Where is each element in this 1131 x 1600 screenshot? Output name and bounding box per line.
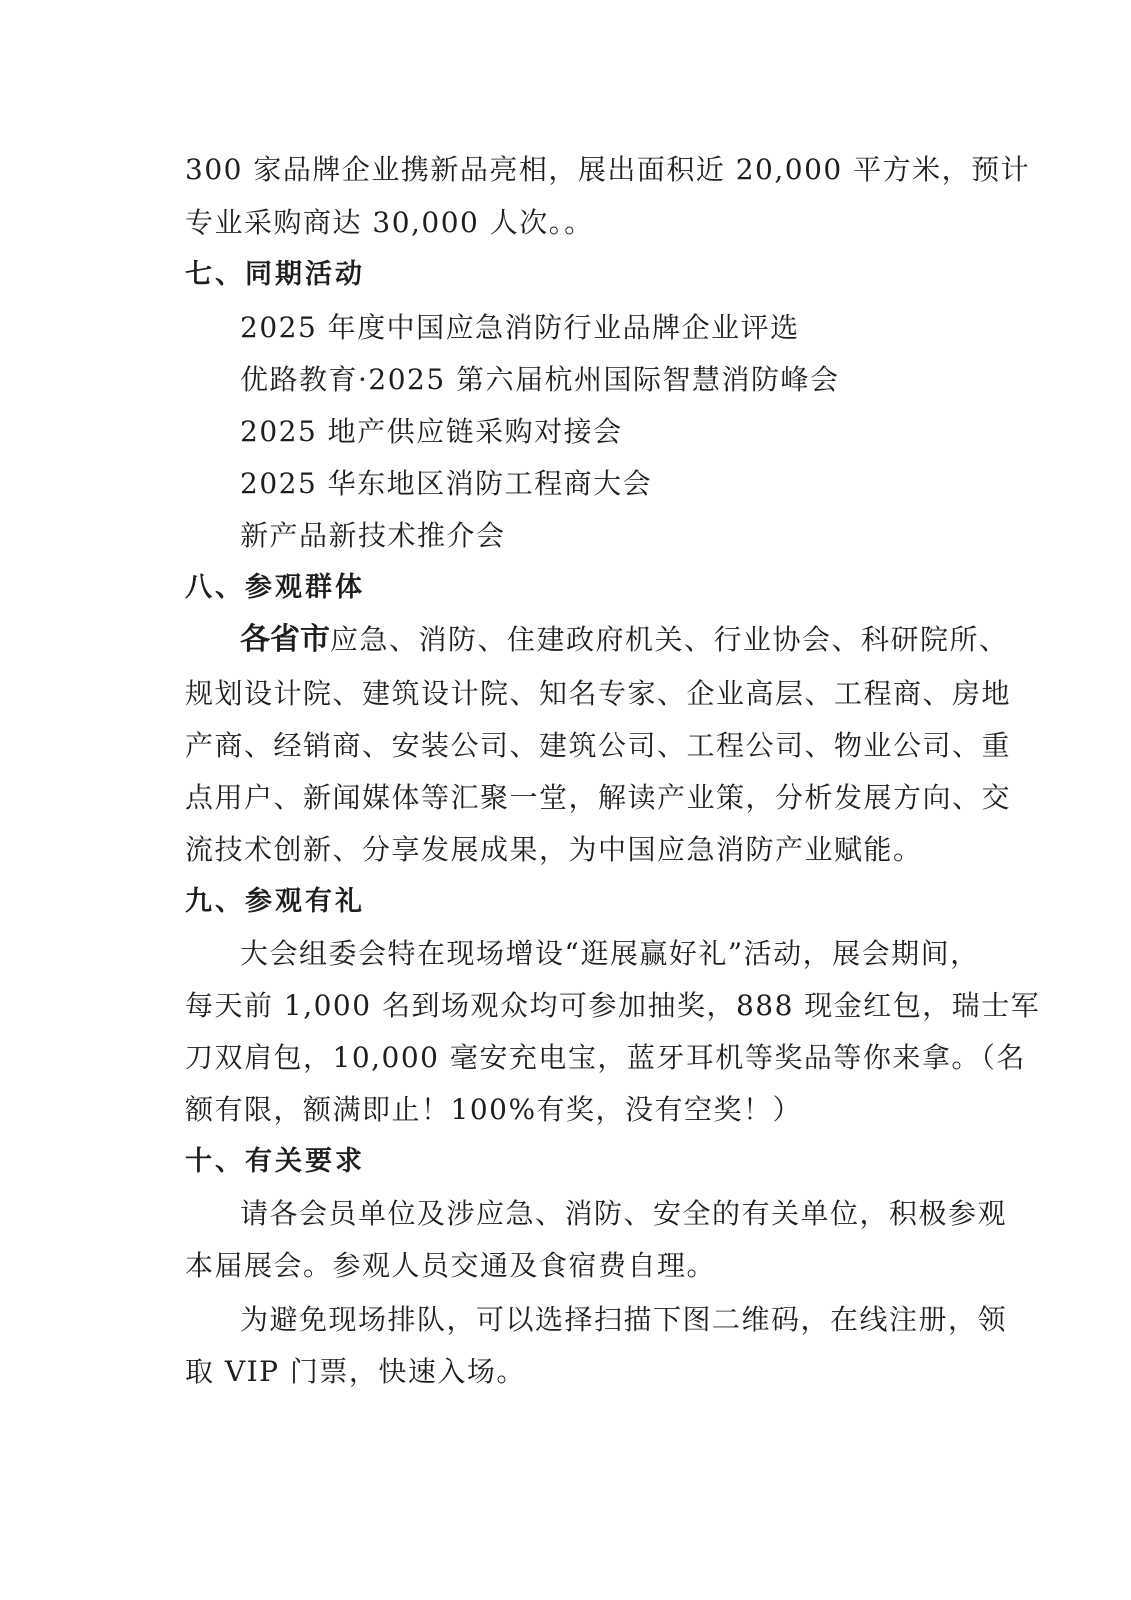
body-text-line: 额有限，额满即止！100%有奖，没有空奖！） (185, 1093, 803, 1126)
activity-item: 2025 华东地区消防工程商大会 (240, 467, 653, 500)
body-text-line: 刀双肩包，10,000 毫安充电宝，蓝牙耳机等奖品等你来拿。（名 (185, 1041, 1026, 1074)
body-text-line: 规划设计院、建筑设计院、知名专家、企业高层、工程商、房地 (185, 677, 1012, 710)
section-heading-7: 七、同期活动 (185, 259, 365, 290)
body-text-line: 为避免现场排队，可以选择扫描下图二维码，在线注册，领 (240, 1303, 1008, 1336)
body-text-line: 产商、经销商、安装公司、建筑公司、工程公司、物业公司、重 (185, 729, 1012, 762)
body-text-line: 每天前 1,000 名到场观众均可参加抽奖，888 现金红包，瑞士军 (185, 989, 1041, 1022)
section-heading-10: 十、有关要求 (185, 1146, 365, 1177)
body-text-line (240, 620, 1009, 660)
activity-item: 2025 地产供应链采购对接会 (240, 415, 623, 448)
body-text-line: 本届展会。参观人员交通及食宿费自理。 (185, 1249, 717, 1282)
activity-item: 新产品新技术推介会 (240, 519, 506, 552)
activity-item: 优路教育·2025 第六届杭州国际智慧消防峰会 (240, 363, 840, 396)
body-text-line: 专业采购商达 30,000 人次。。 (185, 206, 594, 239)
body-text-line: 流技术创新、分享发展成果，为中国应急消防产业赋能。 (185, 833, 923, 866)
body-text-line: 请各会员单位及涉应急、消防、安全的有关单位，积极参观 (240, 1197, 1008, 1230)
section-heading-9: 九、参观有礼 (185, 886, 365, 917)
body-text-line: 大会组委会特在现场增设“逛展赢好礼”活动，展会期间， (240, 937, 980, 970)
body-text-span: 应急、消防、住建政府机关、行业协会、科研院所、 (330, 623, 1009, 656)
body-text-line: 点用户、新闻媒体等汇聚一堂，解读产业策，分析发展方向、交 (185, 781, 1012, 814)
section-heading-8: 八、参观群体 (185, 572, 365, 603)
body-text-line: 300 家品牌企业携新品亮相，展出面积近 20,000 平方米，预计 (185, 153, 1031, 186)
body-text-line: 取 VIP 门票，快速入场。 (185, 1355, 526, 1388)
activity-item: 2025 年度中国应急消防行业品牌企业评选 (240, 311, 800, 344)
bold-lead-text: 各省市 (240, 622, 330, 657)
